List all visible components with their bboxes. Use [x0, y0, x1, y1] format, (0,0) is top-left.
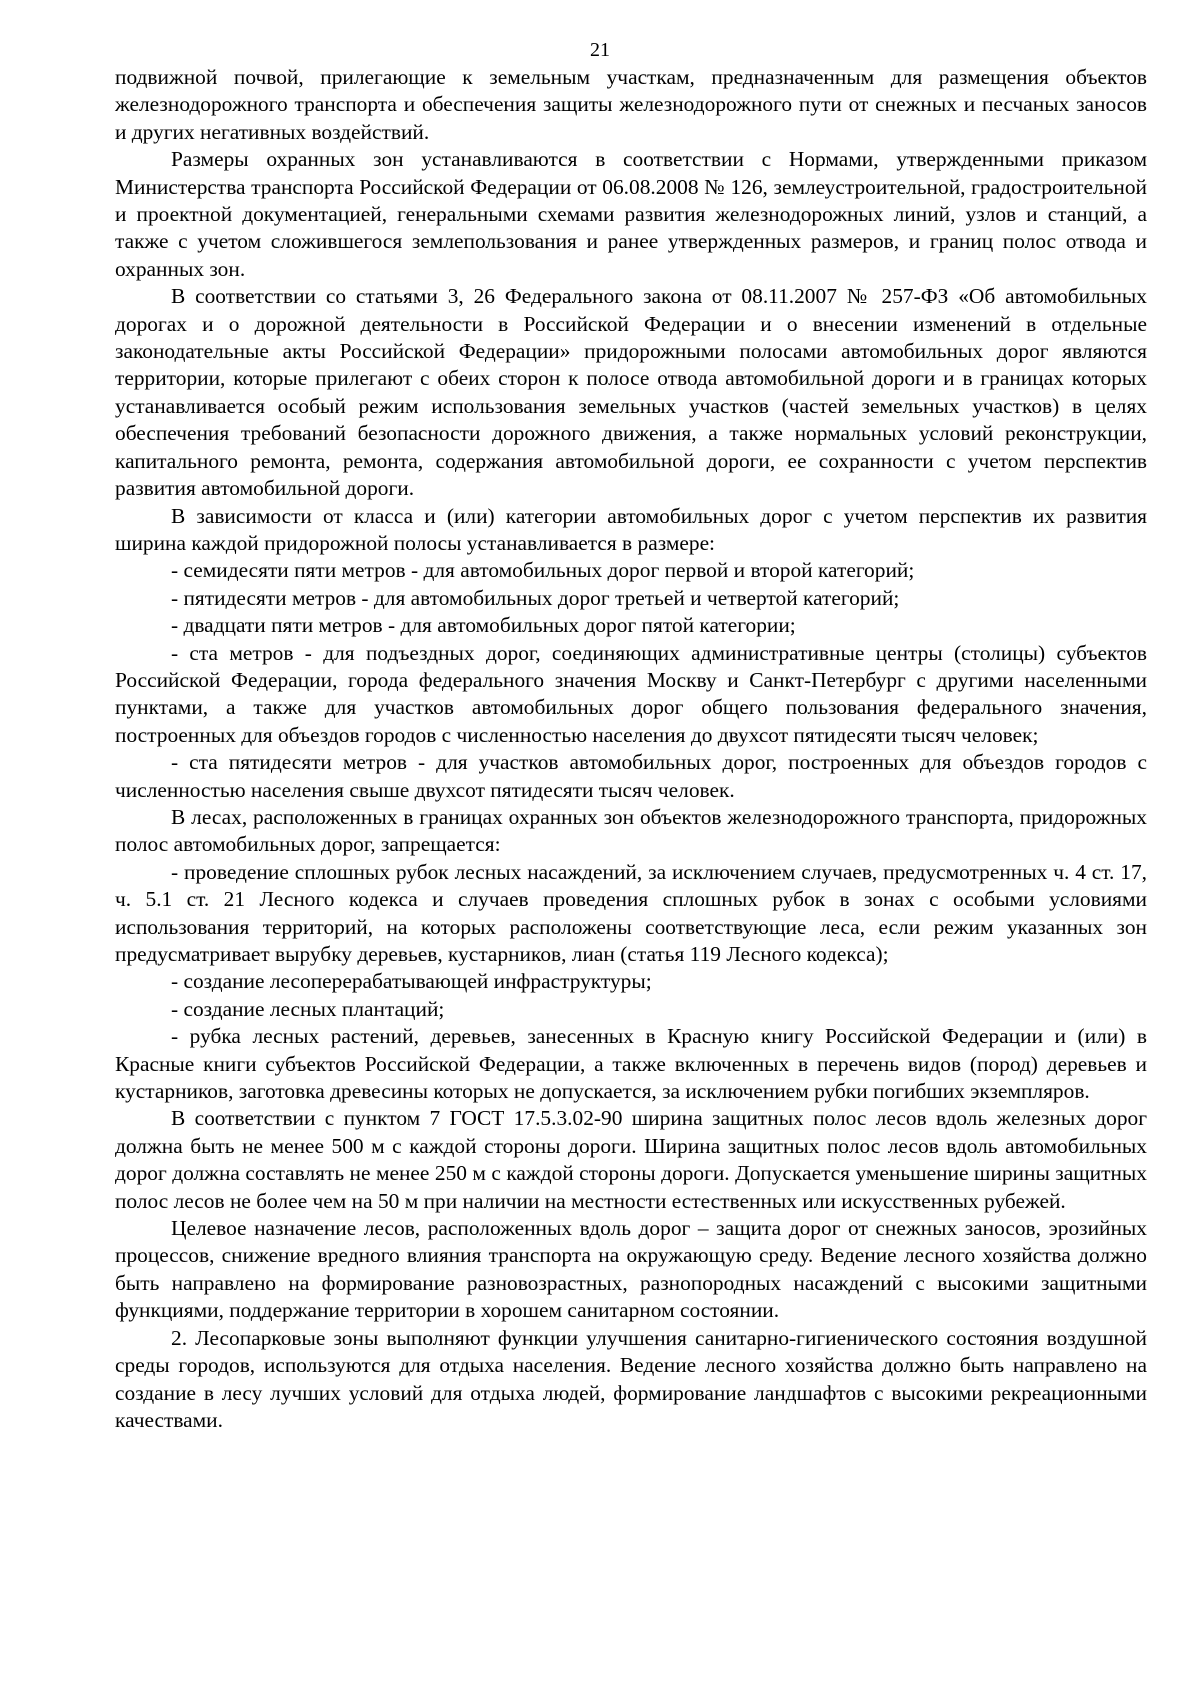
paragraph: В соответствии со статьями 3, 26 Федерального закона от 08.11.2007 № 257-ФЗ «Об автомобильных дорогах и о дорожной деятельности в Российской Федерации и о внесении изменений в отдельные законодательные акты Российской Федерации» придорожными полосами автомобильных дорог являются территории, которые прилегают с обеих сторон к полосе отвода автомобильной дороги и в границах которых устанавливается особый режим использования земельных участков (частей земельных участков) в целях обеспечения требований безопасности дорожного движения, а также нормальных условий реконструкции, капитального ремонта, ремонта, содержания автомобильной дороги, ее сохранности с учетом перспектив развития автомобильной дороги.	[115, 284, 1147, 501]
document-body	[115, 64, 1147, 1434]
page-number: 21	[590, 39, 610, 61]
paragraph: Целевое назначение лесов, расположенных вдоль дорог – защита дорог от снежных заносов, эрозийных процессов, снижение вредного влияния транспорта на окружающую среду. Ведение лесного хозяйства должно быть направлено на формирование разновозрастных, разнопородных насаждений с высокими защитными функциями, поддержание территории в хорошем санитарном состоянии.	[115, 1216, 1147, 1323]
paragraph: подвижной почвой, прилегающие к земельным участкам, предназначенным для размещения объектов железнодорожного транспорта и обеспечения защиты железнодорожного пути от снежных и песчаных заносов и других негативных воздействий.	[115, 65, 1147, 144]
paragraph: - двадцати пяти метров - для автомобильных дорог пятой категории;	[171, 613, 796, 638]
paragraph: - пятидесяти метров - для автомобильных дорог третьей и четвертой категорий;	[171, 585, 900, 610]
paragraph: - ста пятидесяти метров - для участков автомобильных дорог, построенных для объездов городов с численностью населения свыше двухсот пятидесяти тысяч человек.	[115, 750, 1147, 802]
paragraph: - семидесяти пяти метров - для автомобильных дорог первой и второй категорий;	[171, 558, 915, 583]
paragraph: - создание лесоперерабатывающей инфраструктуры;	[171, 969, 652, 994]
paragraph: В соответствии с пунктом 7 ГОСТ 17.5.3.02-90 ширина защитных полос лесов вдоль железных дорог должна быть не менее 500 м с каждой стороны дороги. Ширина защитных полос лесов вдоль автомобильных дорог должна составлять не менее 250 м с каждой стороны дороги. Допускается уменьшение ширины защитных полос лесов не более чем на 50 м при наличии на местности естественных или искусственных рубежей.	[115, 1106, 1147, 1213]
paragraph: - проведение сплошных рубок лесных насаждений, за исключением случаев, предусмотренных ч. 4 ст. 17, ч. 5.1 ст. 21 Лесного кодекса и случаев проведения сплошных рубок в зонах с особыми условиями использования территорий, на которых расположены соответствующие леса, если режим указанных зон предусматривает вырубку деревьев, кустарников, лиан (статья 119 Лесного кодекса);	[115, 859, 1147, 966]
paragraph: 2. Лесопарковые зоны выполняют функции улучшения санитарно-гигиенического состояния воздушной среды городов, используются для отдыха населения. Ведение лесного хозяйства должно быть направлено на создание в лесу лучших условий для отдыха людей, формирование ландшафтов с высокими рекреационными качествами.	[115, 1325, 1147, 1432]
paragraph: Размеры охранных зон устанавливаются в соответствии с Нормами, утвержденными приказом Министерства транспорта Российской Федерации от 06.08.2008 № 126, землеустроительной, градостроительной и проектной документацией, генеральными схемами развития железнодорожных линий, узлов и станций, а также с учетом сложившегося землепользования и ранее утвержденных размеров, и границ полос отвода и охранных зон.	[115, 147, 1147, 281]
paragraph: - рубка лесных растений, деревьев, занесенных в Красную книгу Российской Федерации и (или) в Красные книги субъектов Российской Федерации, а также включенных в перечень видов (пород) деревьев и кустарников, заготовка древесины которых не допускается, за исключением рубки погибших экземпляров.	[115, 1024, 1147, 1104]
paragraph: - ста метров - для подъездных дорог, соединяющих административные центры (столицы) субъектов Российской Федерации, города федерального значения Москву и Санкт-Петербург с другими населенными пунктами, а также для участков автомобильных дорог общего пользования федерального значения, построенных для объездов городов с численностью населения до двухсот пятидесяти тысяч человек;	[115, 640, 1147, 747]
paragraph: В зависимости от класса и (или) категории автомобильных дорог с учетом перспектив их развития ширина каждой придорожной полосы устанавливается в размере:	[115, 503, 1147, 555]
paragraph: В лесах, расположенных в границах охранных зон объектов железнодорожного транспорта, придорожных полос автомобильных дорог, запрещается:	[115, 804, 1147, 857]
paragraph: - создание лесных плантаций;	[171, 996, 445, 1021]
